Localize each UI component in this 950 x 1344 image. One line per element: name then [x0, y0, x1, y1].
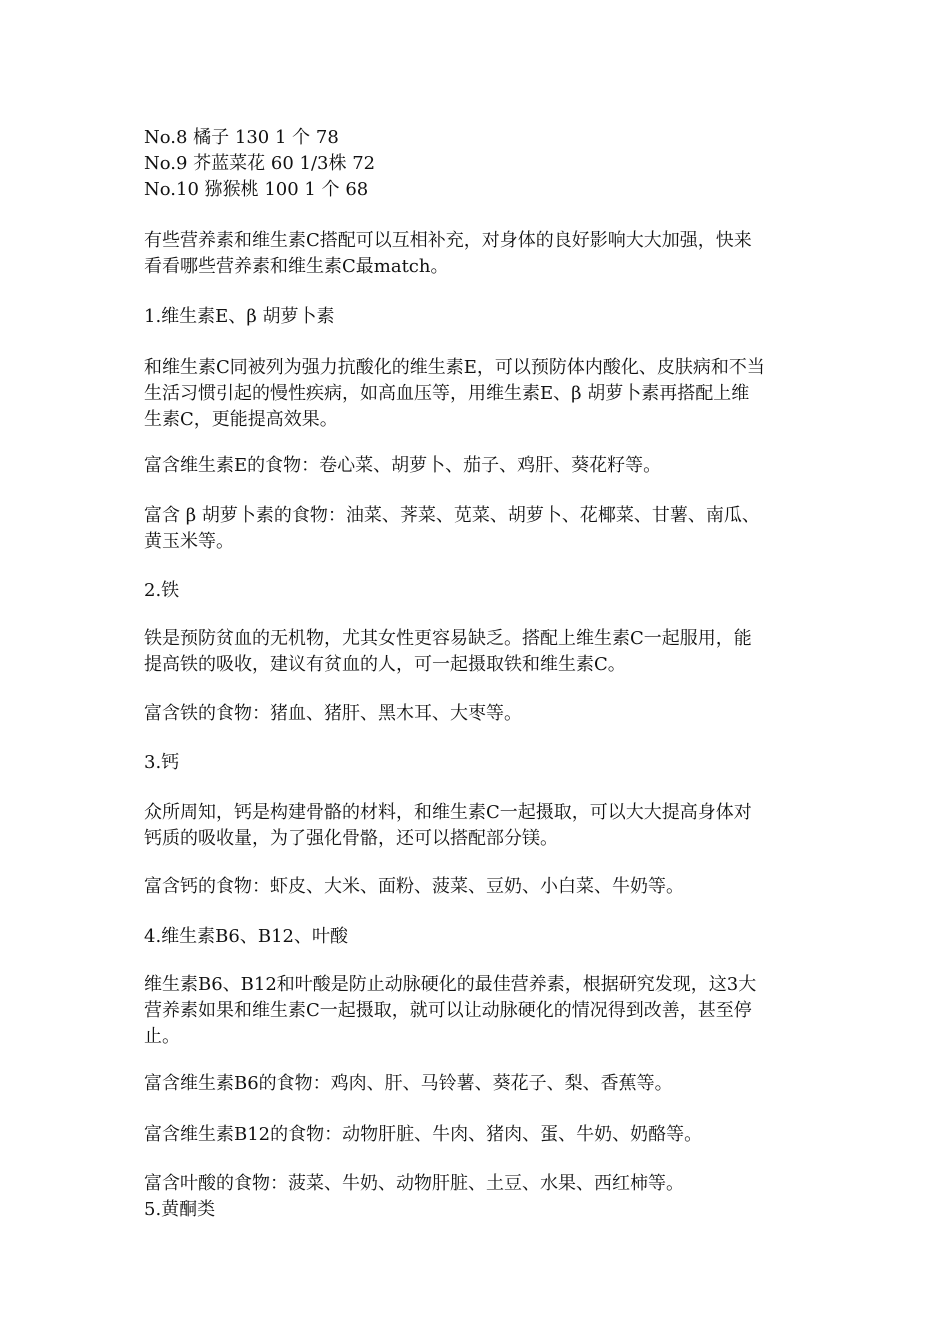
intro-paragraph-line: 有些营养素和维生素C搭配可以互相补充，对身体的良好影响大大加强，快来	[144, 230, 752, 251]
calcium-foods: 富含钙的食物：虾皮、大米、面粉、菠菜、豆奶、小白菜、牛奶等。	[144, 876, 684, 897]
section-2-body-line: 铁是预防贫血的无机物，尤其女性更容易缺乏。搭配上维生素C一起服用，能	[144, 628, 752, 649]
section-1-heading: 1.维生素E、β 胡萝卜素	[144, 306, 335, 327]
beta-carotene-foods-line: 黄玉米等。	[144, 531, 234, 552]
section-2-body-line: 提高铁的吸收，建议有贫血的人，可一起摄取铁和维生素C。	[144, 654, 626, 675]
vitamin-b6-foods: 富含维生素B6的食物：鸡肉、肝、马铃薯、葵花子、梨、香蕉等。	[144, 1073, 673, 1094]
ranking-line-9: No.9 芥蓝菜花 60 1/3株 72	[144, 153, 376, 174]
section-4-body-line: 止。	[144, 1026, 180, 1047]
beta-carotene-foods-line: 富含 β 胡萝卜素的食物：油菜、荠菜、苋菜、胡萝卜、花椰菜、甘薯、南瓜、	[144, 505, 760, 526]
intro-paragraph-line: 看看哪些营养素和维生素C最match。	[144, 256, 449, 277]
vitamin-b12-foods: 富含维生素B12的食物：动物肝脏、牛肉、猪肉、蛋、牛奶、奶酪等。	[144, 1124, 703, 1145]
ranking-line-8: No.8 橘子 130 1 个 78	[144, 127, 339, 148]
section-5-heading: 5.黄酮类	[144, 1199, 216, 1220]
section-2-heading: 2.铁	[144, 580, 180, 601]
iron-foods: 富含铁的食物：猪血、猪肝、黑木耳、大枣等。	[144, 703, 522, 724]
section-4-body-line: 营养素如果和维生素C一起摄取，就可以让动脉硬化的情况得到改善，甚至停	[144, 1000, 752, 1021]
section-3-heading: 3.钙	[144, 752, 180, 773]
section-1-body-line: 生活习惯引起的慢性疾病，如高血压等，用维生素E、β 胡萝卜素再搭配上维	[144, 383, 750, 404]
folate-foods: 富含叶酸的食物：菠菜、牛奶、动物肝脏、土豆、水果、西红柿等。	[144, 1173, 684, 1194]
section-4-body-line: 维生素B6、B12和叶酸是防止动脉硬化的最佳营养素，根据研究发现，这3大	[144, 974, 757, 995]
section-1-body-line: 生素C，更能提高效果。	[144, 409, 338, 430]
ranking-line-10: No.10 猕猴桃 100 1 个 68	[144, 179, 369, 200]
section-1-body-line: 和维生素C同被列为强力抗酸化的维生素E，可以预防体内酸化、皮肤病和不当	[144, 357, 765, 378]
section-3-body-line: 钙质的吸收量，为了强化骨骼，还可以搭配部分镁。	[144, 828, 558, 849]
vitamin-e-foods: 富含维生素E的食物：卷心菜、胡萝卜、茄子、鸡肝、葵花籽等。	[144, 455, 662, 476]
section-3-body-line: 众所周知，钙是构建骨骼的材料，和维生素C一起摄取，可以大大提高身体对	[144, 802, 752, 823]
section-4-heading: 4.维生素B6、B12、叶酸	[144, 926, 348, 947]
